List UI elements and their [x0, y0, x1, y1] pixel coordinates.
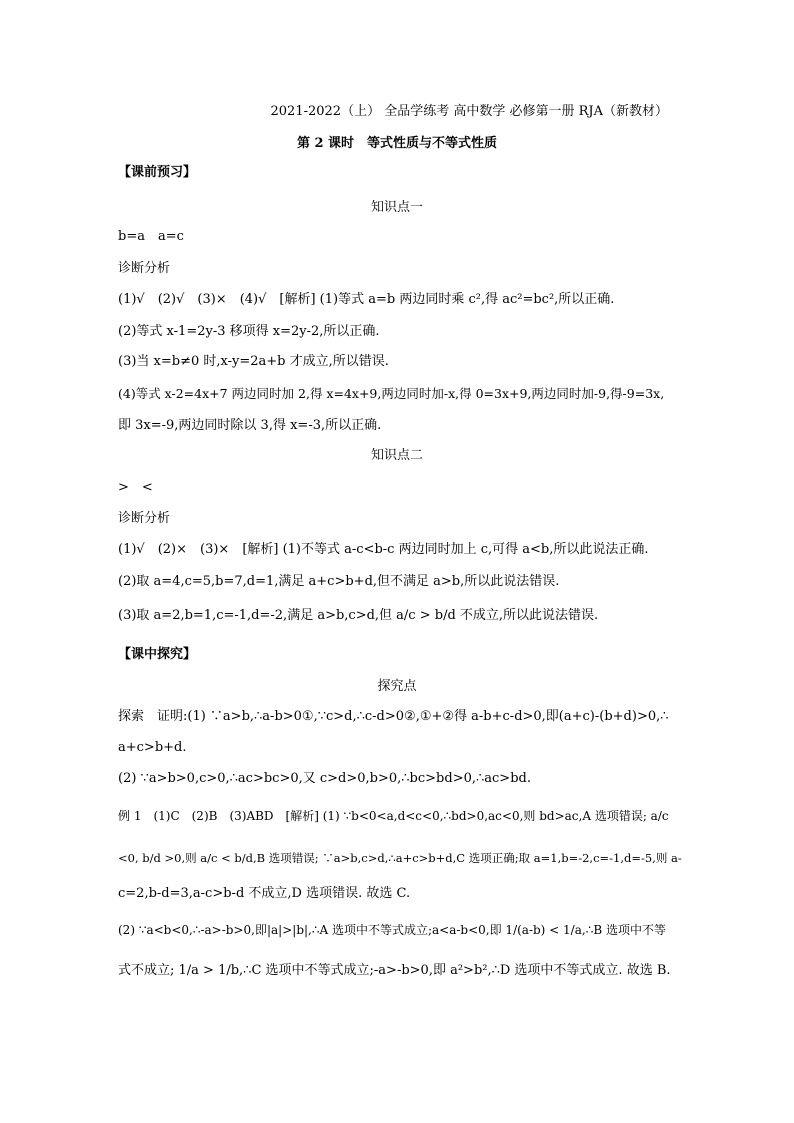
section-preview: 【课前预习】 [118, 165, 197, 180]
kp2-diagnosis-title: 诊断分析 [118, 511, 171, 526]
example-1-line-3: c=2,b-d=3,a-c>b-d 不成立,D 选项错误. 故选 C. [118, 886, 411, 901]
kp1-line-5: 即 3x=-9,两边同时除以 3,得 x=-3,所以正确. [118, 418, 382, 433]
example-1-line-1: 例 1 (1)C (2)B (3)ABD [解析] (1) ∵b<0<a,d<c<0,∴bd>0,ac<0,则 bd>ac,A 选项错误; a/c [118, 809, 669, 823]
kp2-line-3: (3)取 a=2,b=1,c=-1,d=-2,满足 a>b,c>d,但 a/c > b/d 不成立,所以此说法错误. [118, 608, 599, 623]
kp1-title: 知识点一 [370, 200, 423, 215]
explore-line-3: (2) ∵a>b>0,c>0,∴ac>bc>0,又 c>d>0,b>0,∴bc>bd>0,∴ac>bd. [118, 771, 531, 786]
kp1-line-3: (3)当 x=b≠0 时,x-y=2a+b 才成立,所以错误. [118, 354, 389, 369]
kp1-line-1: (1)√ (2)√ (3)× (4)√ [解析] (1)等式 a=b 两边同时乘 c²,得 ac²=bc²,所以正确. [118, 292, 615, 307]
lesson-title: 第 2 课时 等式性质与不等式性质 [296, 136, 498, 151]
kp1-line-2: (2)等式 x-1=2y-3 移项得 x=2y-2,所以正确. [118, 324, 380, 339]
example-1-line-2: <0, b/d >0,则 a/c < b/d,B 选项错误; ∵a>b,c>d,∴a+c>b+d,C 选项正确;取 a=1,b=-2,c=-1,d=-5,则 a- [118, 851, 682, 865]
kp2-line-2: (2)取 a=4,c=5,b=7,d=1,满足 a+c>b+d,但不满足 a>b,所以此说法错误. [118, 574, 560, 589]
example-1-line-4: (2) ∵a<b<0,∴-a>-b>0,即|a|>|b|,∴A 选项中不等式成立;a<a-b<0,即 1/(a-b) < 1/a,∴B 选项中不等 [118, 923, 666, 937]
example-1-line-5: 式不成立; 1/a > 1/b,∴C 选项中不等式成立;-a>-b>0,即 a²>b²,∴D 选项中不等式成立. 故选 B. [118, 963, 671, 978]
explore-title: 探究点 [377, 679, 417, 694]
kp2-answer: > < [118, 480, 153, 495]
kp2-line-1: (1)√ (2)× (3)× [解析] (1)不等式 a-c<b-c 两边同时加上 c,可得 a<b,所以此说法正确. [118, 542, 649, 557]
kp1-diagnosis-title: 诊断分析 [118, 261, 171, 276]
series-header: 2021-2022（上） 全品学练考 高中数学 必修第一册 RJA（新教材） [270, 104, 668, 119]
kp1-line-4: (4)等式 x-2=4x+7 两边同时加 2,得 x=4x+9,两边同时加-x,得 0=3x+9,两边同时加-9,得-9=3x, [118, 386, 665, 401]
kp2-title: 知识点二 [370, 448, 423, 463]
kp1-answer: b=a a=c [118, 229, 184, 244]
section-explore: 【课中探究】 [118, 647, 197, 662]
explore-line-2: a+c>b+d. [118, 740, 187, 755]
explore-line-1: 探索 证明:(1) ∵a>b,∴a-b>0①,∵c>d,∴c-d>0②,①+②得 a-b+c-d>0,即(a+c)-(b+d)>0,∴ [118, 709, 669, 724]
